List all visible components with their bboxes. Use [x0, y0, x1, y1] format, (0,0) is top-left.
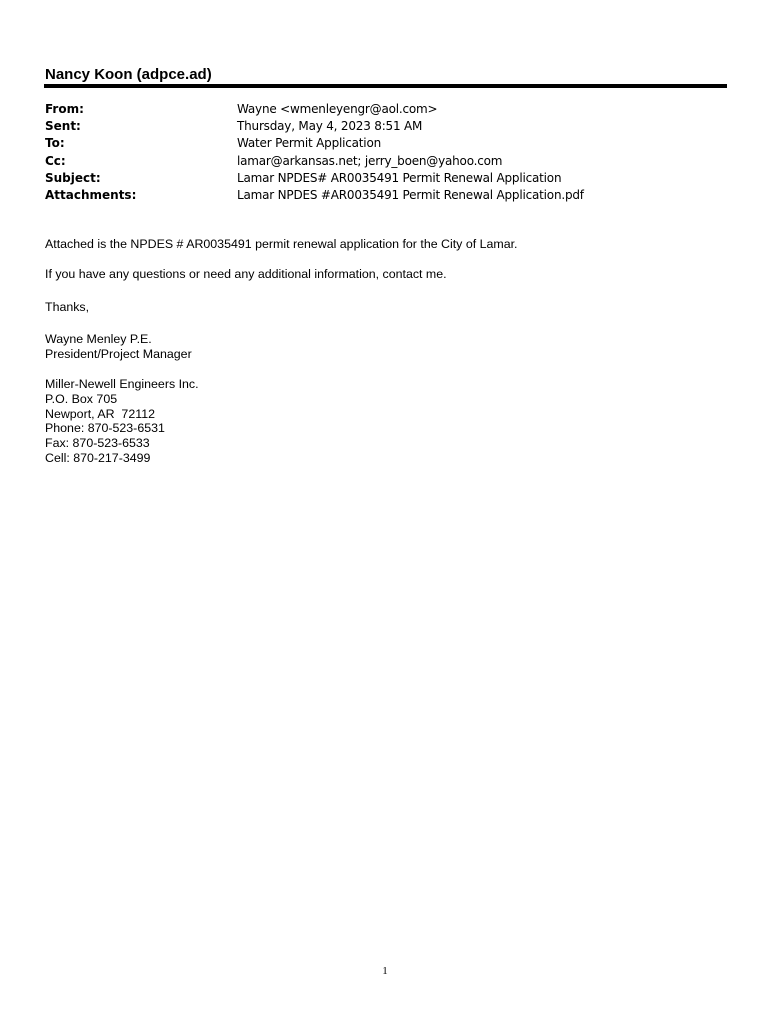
email-body: [45, 237, 735, 466]
signature-address-line1: P.O. Box 705: [45, 391, 118, 406]
signature-name: Wayne Menley P.E.: [45, 332, 152, 347]
signature-fax: Fax: 870-523-6533: [45, 436, 150, 451]
cc-value: lamar@arkansas.net; jerry_boen@yahoo.com: [237, 153, 503, 168]
signature-phone: Phone: 870-523-6531: [45, 421, 165, 436]
subject-label: Subject:: [45, 170, 101, 185]
sent-label: Sent:: [45, 119, 81, 134]
header-row-to: [45, 135, 735, 152]
body-closing: Thanks,: [45, 299, 90, 314]
body-paragraph-contact: If you have any questions or need any additional information, contact me.: [45, 266, 447, 281]
signature-company: Miller-Newell Engineers Inc.: [45, 376, 199, 391]
attachments-value: Lamar NPDES #AR0035491 Permit Renewal Application.pdf: [237, 187, 584, 202]
email-header-block: [45, 101, 735, 204]
to-label: To:: [45, 136, 65, 151]
from-value: Wayne <wmenleyengr@aol.com>: [237, 102, 438, 116]
from-label: From:: [45, 102, 84, 116]
signature-cell: Cell: 870-217-3499: [45, 450, 151, 465]
signature-title: President/Project Manager: [45, 347, 192, 362]
header-row-cc: [45, 153, 735, 170]
sent-value: Thursday, May 4, 2023 8:51 AM: [237, 119, 423, 134]
page-number: 1: [382, 965, 388, 977]
subject-value: Lamar NPDES# AR0035491 Permit Renewal Application: [237, 170, 562, 185]
to-value: Water Permit Application: [237, 136, 381, 151]
cc-label: Cc:: [45, 153, 66, 168]
header-row-sent: [45, 118, 735, 135]
header-divider: [44, 84, 727, 88]
header-row-from: [45, 101, 735, 118]
header-row-subject: [45, 170, 735, 187]
signature-address-line2: Newport, AR 72112: [45, 406, 155, 421]
mailbox-owner-title: Nancy Koon (adpce.ad): [45, 66, 212, 83]
attachments-label: Attachments:: [45, 187, 137, 202]
body-paragraph-attachment: Attached is the NPDES # AR0035491 permit renewal application for the City of Lamar.: [45, 237, 518, 251]
header-row-attachments: [45, 187, 735, 204]
